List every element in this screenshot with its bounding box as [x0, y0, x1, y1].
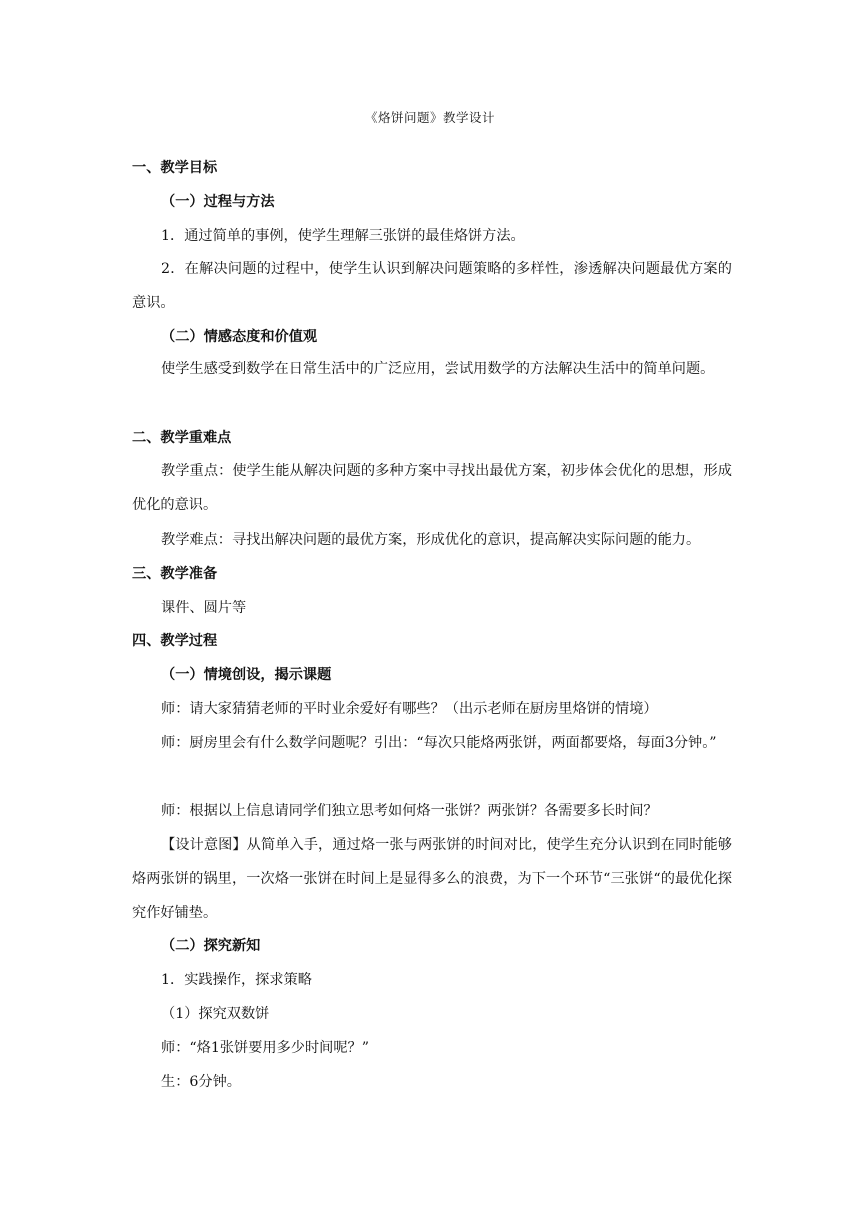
- paragraph: 教学重点：使学生能从解决问题的多种方案中寻找出最优方案，初步体会优化的思想，形成优化的意识。: [132, 463, 732, 513]
- paragraph-design-intent: 【设计意图】从简单入手，通过烙一张与两张饼的时间对比，使学生充分认识到在同时能够烙两张饼的锅里，一次烙一张饼在时间上是显得多么的浪费，为下一个环节“三张饼“的最优化探究作好铺垫。: [132, 837, 732, 921]
- subheading-situation: （一）情境创设，揭示课题: [161, 667, 332, 683]
- paragraph: 师：厨房里会有什么数学问题呢？引出：“每次只能烙两张饼，两面都要烙，每面3分钟。”: [161, 735, 717, 751]
- paragraph: （1）探究双数饼: [161, 1006, 270, 1022]
- paragraph: 师：“烙1张饼要用多少时间呢？”: [161, 1040, 369, 1056]
- section-heading-key-points: 二、教学重难点: [132, 430, 232, 446]
- paragraph: 使学生感受到数学在日常生活中的广泛应用，尝试用数学的方法解决生活中的简单问题。: [161, 361, 715, 377]
- paragraph: 1．通过简单的事例，使学生理解三张饼的最佳烙饼方法。: [161, 228, 525, 244]
- paragraph: 教学难点：寻找出解决问题的最优方案，形成优化的意识，提高解决实际问题的能力。: [161, 532, 701, 548]
- section-heading-objectives: 一、教学目标: [132, 160, 218, 176]
- subheading-process-method: （一）过程与方法: [161, 194, 275, 210]
- paragraph: 师：请大家猜猜老师的平时业余爱好有哪些？（出示老师在厨房里烙饼的情境）: [161, 701, 658, 717]
- section-heading-process: 四、教学过程: [132, 633, 218, 649]
- subheading-explore: （二）探究新知: [161, 938, 261, 954]
- paragraph: 师：根据以上信息请同学们独立思考如何烙一张饼？两张饼？各需要多长时间？: [161, 803, 658, 819]
- subheading-emotion-values: （二）情感态度和价值观: [161, 329, 318, 345]
- document-title: 《烙饼问题》教学设计: [364, 110, 495, 125]
- paragraph: 2．在解决问题的过程中，使学生认识到解决问题策略的多样性，渗透解决问题最优方案的意识。: [132, 261, 732, 311]
- paragraph: 1．实践操作，探求策略: [161, 972, 312, 988]
- paragraph: 生：6分钟。: [161, 1074, 241, 1090]
- section-heading-preparation: 三、教学准备: [132, 566, 218, 582]
- paragraph: 课件、圆片等: [161, 600, 247, 616]
